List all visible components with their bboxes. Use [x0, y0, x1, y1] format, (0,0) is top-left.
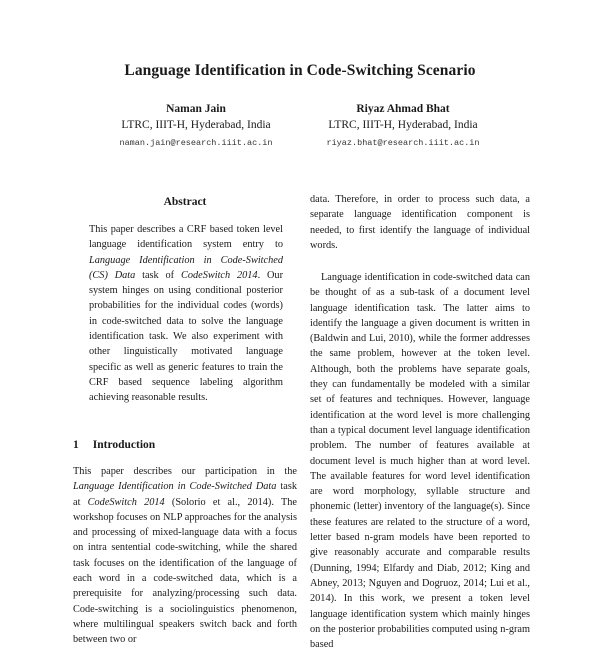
section-number: 1	[73, 439, 79, 451]
author-block	[293, 101, 513, 151]
author-name: Naman Jain	[166, 103, 226, 115]
section-title: Introduction	[92, 439, 156, 451]
author-affiliation: LTRC, IIIT-H, Hyderabad, India	[328, 119, 478, 131]
paper-title: Language Identification in Code-Switching Scenario	[124, 62, 476, 79]
introduction-text	[73, 464, 297, 648]
author-name: Riyaz Ahmad Bhat	[356, 103, 450, 115]
body-paragraph: data. Therefore, in order to process such data, a separate language identification component is needed, to first identify the language of individual words.	[310, 194, 530, 251]
abstract-text-part: task of	[135, 269, 181, 281]
task-name: Language Identification in Code-Switched Data	[73, 481, 277, 493]
abstract-heading: Abstract	[163, 196, 207, 208]
workshop-name: CodeSwitch 2014	[87, 496, 165, 508]
body-paragraph: Language identification in code-switched data can be thought of as a sub-task of a document level language identification task. The latter aims to identify the language a given document is written in (Baldwin and Lui, 2010), while the former addresses the same problem, however at the token level. Although, both the problems have separate goals, they can fundamentally be modeled with a similar set of features and techniques. However, language identification at the word level is more challenging than a typical document level language identification problem. The number of features available at document level is much higher than at word level. The available features for word level identification are word morphology, syllable structure and phonemic (letter) inventory of the language(s). Since these features are related to the structure of a word, letter based n-gram models have been reported to give reasonably accurate and comparable results (Dunning, 1994; Elfardy and Diab, 2012; King and Abney, 2013; Nguyen and Dogruoz, 2014; Lui et al., 2014). In this work, we present a token level language identification system which mainly hinges on the posterior probabilities computed using n-gram based	[310, 272, 530, 651]
author-block	[86, 101, 306, 151]
abstract-text-part: . Our system hinges on using conditional posterior probabilities for the individual codes (words) in code-switched data to solve the language identification task. We also experiment with other linguistically motivated language specific as well as generic features to train the CRF based sequence labeling algorithm achieving reasonable results.	[89, 269, 283, 404]
abstract-text	[89, 222, 283, 406]
workshop-name: CodeSwitch 2014	[180, 269, 258, 281]
task-name: Language Identification in Code-Switched (CS) Data	[89, 254, 283, 281]
intro-text-part: task at	[73, 481, 297, 508]
author-email: naman.jain@research.iiit.ac.in	[119, 138, 273, 148]
author-email: riyaz.bhat@research.iiit.ac.in	[326, 138, 480, 148]
intro-text-part: (Solorio et al., 2014). The workshop focuses on NLP approaches for the analysis and processing of mixed-language data with a focus on intra sentential code-switching, while the shared task focuses on the identification of the language of each word in a code-switched data, which is a prerequisite for analyzing/processing such data. Code-switching is a sociolinguistics phenomenon, where multilingual speakers switch back and forth between two or	[73, 496, 297, 646]
author-affiliation: LTRC, IIIT-H, Hyderabad, India	[121, 119, 271, 131]
abstract-text-part: This paper describes a CRF based token level language identification system entry to	[89, 224, 283, 251]
intro-text-part: This paper describes our participation in the	[73, 466, 297, 477]
section-heading-introduction	[73, 439, 155, 451]
